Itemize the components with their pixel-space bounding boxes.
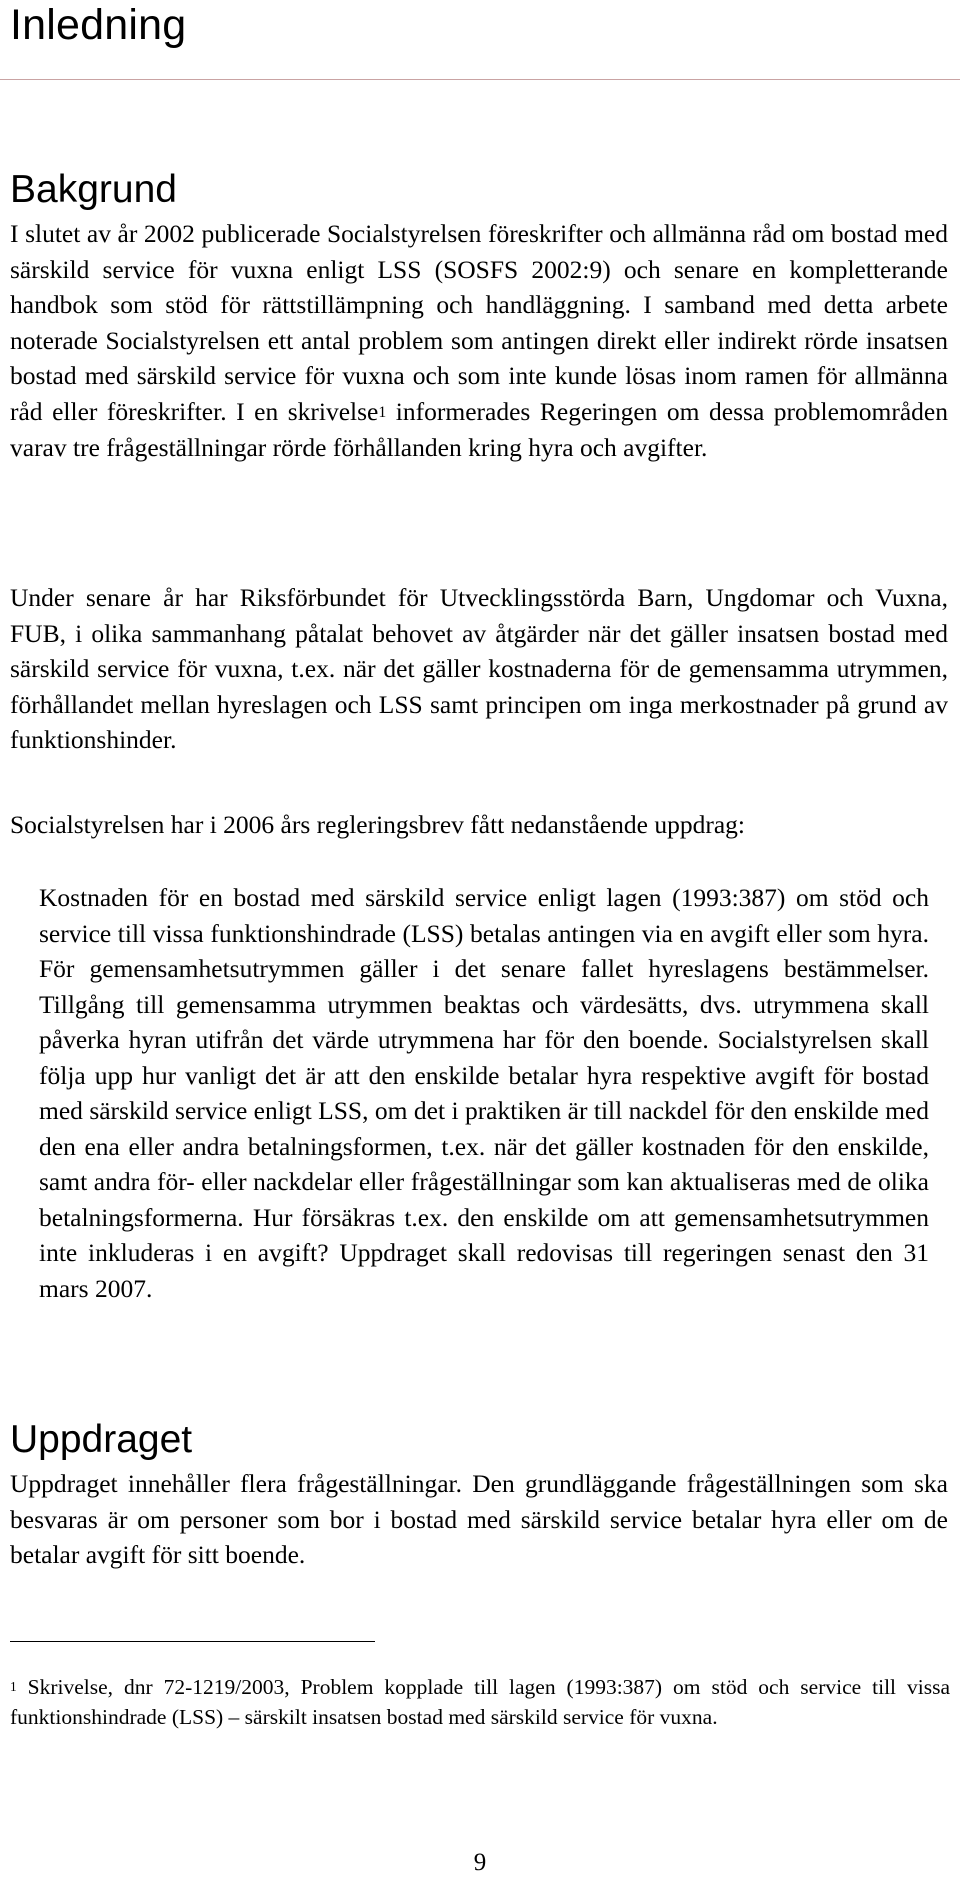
footnote-text: Skrivelse, dnr 72-1219/2003, Problem kopplade till lagen (1993:387) om stöd och service till vissa funktionshindrade (LSS) – särskilt insatsen bostad med särskild service för vuxna. [10, 1675, 950, 1729]
paragraph-text: informerades Regeringen om dessa problemområden varav tre frågeställningar rörde förhållanden kring hyra och avgifter. [10, 396, 949, 462]
assignment-quote: Kostnaden för en bostad med särskild service enligt lagen (1993:387) om stöd och service till vissa funktionshindrade (LSS) betalas antingen via en avgift eller som hyra. För gemensamhetsutrymmen gäller i det senare fallet hyreslagens bestämmelser. Tillgång till gemensamma utrymmen beaktas och värdesätts, dvs. utrymmena skall påverka hyran utifrån det värde utrymmena har för den boende. Socialstyrelsen skall följa upp hur vanligt det är att den enskilde betalar hyra respektive avgift för bostad med särskild service enligt LSS, om det i praktiken är till nackdel för den enskilde med den ena eller andra betalningsformen, t.ex. när det gäller kostnaden för den enskilde, samt andra för- eller nackdelar eller frågeställningar som kan aktualiseras med de olika betalningsformerna. Hur försäkras t.ex. den enskilde om att gemensamhetsutrymmen inte inkluderas i en avgift? Uppdraget skall redovisas till regeringen senast den 31 mars 2007. [39, 883, 929, 1303]
paragraph-text: I slutet av år 2002 publicerade Socialstyrelsen föreskrifter och allmänna råd om bostad med särskild service för vuxna enligt LSS (SOSFS 2002:9) och senare en kompletterande handbok som stöd för rättstillämpning och handläggning. I samband med detta arbete noterade Socialstyrelsen ett antal problem som antingen direkt eller indirekt rörde insatsen bostad med särskild service för vuxna och som inte kunde lösas inom ramen för allmänna råd eller föreskrifter. I en skrivelse [10, 219, 948, 426]
section-heading-bakgrund: Bakgrund [10, 168, 177, 211]
chapter-heading: Inledning [10, 1, 187, 49]
footnote-marker: 1 [10, 1679, 17, 1695]
paragraph-assignment-intro: Socialstyrelsen har i 2006 års regleringsbrev fått nedanstående uppdrag: [10, 810, 746, 839]
footnote-reference: 1 [378, 403, 387, 421]
footnote-divider [10, 1641, 375, 1642]
paragraph-bakgrund-2: Under senare år har Riksförbundet för Utvecklingsstörda Barn, Ungdomar och Vuxna, FUB, i olika sammanhang påtalat behovet av åtgärder när det gäller insatsen bostad med särskild service för vuxna, t.ex. när det gäller kostnaderna för de gemensamma utrymmen, förhållandet mellan hyreslagen och LSS samt principen om inga merkostnader på grund av funktionshinder. [10, 583, 948, 755]
page-number: 9 [473, 1849, 487, 1876]
heading-divider [0, 79, 960, 80]
paragraph-bakgrund-1 [10, 216, 948, 465]
paragraph-uppdraget-1: Uppdraget innehåller flera frågeställningar. Den grundläggande frågeställningen som ska besvaras är om personer som bor i bostad med särskild service betalar hyra eller om de betalar avgift för sitt boende. [10, 1469, 948, 1570]
section-heading-uppdraget: Uppdraget [10, 1418, 193, 1461]
footnote [10, 1672, 950, 1732]
